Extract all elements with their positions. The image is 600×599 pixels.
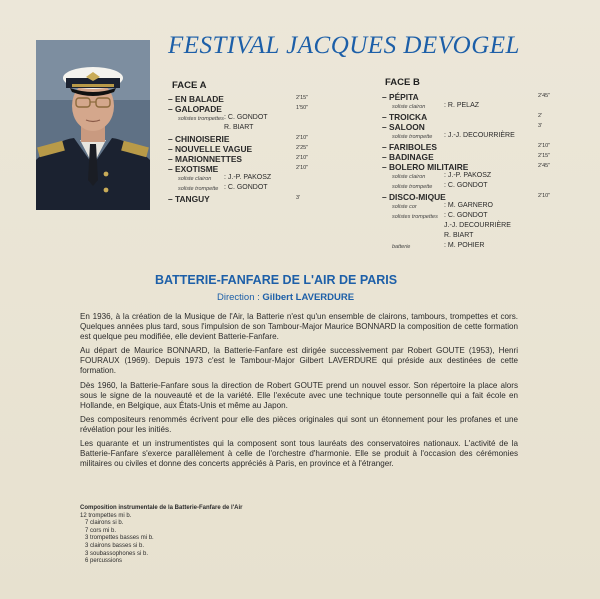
soloist-row [168,174,312,184]
liner-notes [80,312,518,473]
paragraph: Les quarante et un instrumentistes qui la composent sont tous lauréats des conservatoires nationaux. L'activité de la Batterie-Fanfare s'exerce parallèlement à celle de l'orchestre d'harmonie. Elle se produit à l'occasion des cérémonies militaires ou civiles et donne des concerts appréciés à Paris, en province et à l'étranger. [80,439,518,469]
composition-line: 7 clairons si b. [85,520,124,527]
soloist-row [168,114,312,124]
track-title: – BOLERO MILITAIRE [382,162,469,172]
track-row [168,134,312,144]
soloist-names: J.-J. DECOURRIÈRE [444,222,511,229]
soloist-names: : M. GARNERO [444,202,494,209]
track-duration: 1'50" [296,105,309,111]
conductor-portrait-photo [36,40,150,210]
track-row [382,192,554,202]
soloist-names: R. BIART [444,232,474,239]
track-duration: 2'45" [538,163,551,169]
paragraph: Des compositeurs renommés écrivent pour elle des pièces originales qui sont un étonnement pour les profanes et une révélation pour les initiés. [80,414,518,434]
track-title: – CHINOISERIE [168,134,230,144]
track-duration: 2'15" [538,153,551,159]
track-duration: 2' [538,113,543,119]
track-title: – EN BALADE [168,94,224,104]
track-duration: 3' [538,123,543,129]
track-duration: 2'10" [296,135,309,141]
director-name: Gilbert LAVERDURE [262,292,355,303]
track-row [168,144,312,154]
track-duration: 2'15" [296,95,309,101]
soloist-row [382,202,554,212]
composition-line: 3 trompettes basses mi b. [85,535,154,542]
face-a-tracklist [168,94,312,204]
face-b-heading: FACE B [385,77,420,88]
track-title: – SALOON [382,122,425,132]
track-title: – GALOPADE [168,104,222,114]
soloist-role: soliste clairon [392,104,426,110]
composition-title: Composition instrumentale de la Batterie-Fanfare de l'Air [80,505,243,511]
composition-line: 7 cors mi b. [85,527,117,534]
track-row [168,104,312,114]
soloist-role: solistes trompettes [392,214,438,220]
soloist-names: : C. GONDOT [444,182,488,189]
soloist-row [382,222,554,232]
track-duration: 2'25" [296,145,309,151]
track-row [168,154,312,164]
soloist-row [382,102,554,112]
soloist-role: soliste cor [392,204,417,210]
soloist-names: : J.-P. PAKOSZ [224,174,272,181]
track-row [382,112,554,122]
track-title: – TANGUY [168,194,210,204]
soloist-role: soliste trompette [392,134,433,140]
direction-label: Direction : [217,292,263,303]
face-a-heading: FACE A [172,80,207,91]
track-title: – TROICKA [382,112,428,122]
paragraph: Au départ de Maurice BONNARD, la Batterie-Fanfare est dirigée successivement par Robert GOUTE (1953), Henri FOURAUX (1969). Depuis 1973 c'est le Tambour-Major Gilbert LAVERDURE qui préside aux destinées de cette formation. [80,346,518,376]
soloist-row [382,212,554,222]
track-row [382,92,554,102]
soloist-row [382,132,554,142]
soloist-role: soliste trompette [178,186,219,192]
track-row [168,164,312,174]
soloist-role: solistes trompettes [178,116,224,122]
soloist-names: : J.-J. DECOURRIÈRE [444,132,515,139]
soloist-names: : C. GONDOT [224,184,268,191]
soloist-row [168,184,312,194]
instrument-composition [80,505,340,566]
soloist-row [382,182,554,192]
track-title: – PÉPITA [382,92,419,102]
track-row [382,152,554,162]
soloist-role: soliste clairon [392,174,426,180]
track-title: – EXOTISME [168,164,219,174]
track-row [168,94,312,104]
track-title: – FARIBOLES [382,142,437,152]
track-duration: 2'10" [296,165,309,171]
soloist-role: soliste trompette [392,184,433,190]
track-title: – MARIONNETTES [168,154,242,164]
track-duration: 2'10" [296,155,309,161]
composition-line: 3 soubassophones si b. [85,550,149,557]
track-row [382,122,554,132]
soloist-row [382,232,554,242]
soloist-row [168,124,312,134]
track-title: – BADINAGE [382,152,434,162]
soloist-names: : J.-P. PAKOSZ [444,172,492,179]
paragraph: Dès 1960, la Batterie-Fanfare sous la direction de Robert GOUTE prend un nouvel essor. Son répertoire la place alors sous le signe de la nouveauté et de la variété. Elle l'exécute avec une technique toute personnelle qui a fait école en Hollande, en Belgique, aux États-Unis et même au Japon. [80,380,518,410]
track-title: – NOUVELLE VAGUE [168,144,253,154]
composition-line: 6 percussions [85,558,123,565]
band-direction [217,292,354,303]
soloist-names: : R. PELAZ [444,102,480,109]
track-duration: 2'10" [538,193,551,199]
soloist-role: soliste clairon [178,176,212,182]
soloist-names: R. BIART [224,124,254,131]
composition-line: 3 clairons basses si b. [85,542,145,549]
soloist-row [382,172,554,182]
paragraph: En 1936, à la création de la Musique de l'Air, la Batterie n'est qu'un ensemble de clairons, tambours, trompettes et cors. Quelques années plus tard, sous l'impulsion de son Tambour-Major Maurice BONNARD la composition de cette formation est quelque peu modifiée, elle devient Batterie-Fanfare. [80,312,518,342]
soloist-names: : C. GONDOT [224,114,268,121]
track-duration: 3' [296,195,301,201]
band-name: BATTERIE-FANFARE DE L'AIR DE PARIS [155,273,398,287]
composition-line: 12 trompettes mi b. [80,512,132,519]
face-b-tracklist [382,92,554,252]
track-row [382,142,554,152]
soloist-names: : C. GONDOT [444,212,488,219]
track-row [168,194,312,204]
track-row [382,162,554,172]
track-duration: 2'10" [538,143,551,149]
track-title: – DISCO-MIQUE [382,192,446,202]
track-duration: 2'45" [538,93,551,99]
album-title: FESTIVAL JACQUES DEVOGEL [168,32,520,59]
soloist-names: : M. POHIER [444,242,485,249]
soloist-row [382,242,554,252]
soloist-role: batterie [392,244,411,250]
